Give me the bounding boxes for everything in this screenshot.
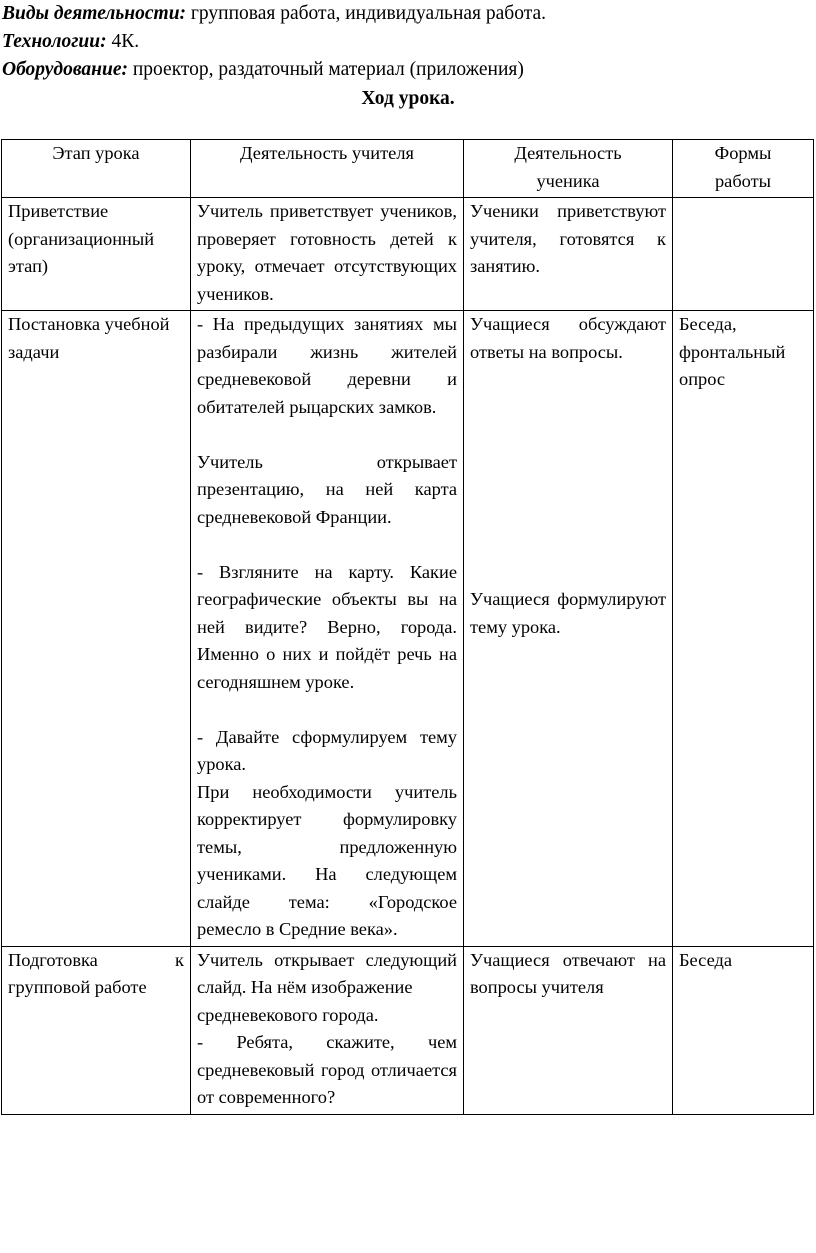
teacher-text: Учитель приветствует учеников, проверяет готовность детей к уроку, отмечает отсутствующих учеников. xyxy=(197,201,457,304)
activities-label: Виды деятельности: xyxy=(2,3,187,24)
table-row xyxy=(2,198,814,311)
stage-cell: Постановка учебной задачи xyxy=(2,311,191,947)
lesson-table xyxy=(1,139,814,1115)
forms-cell: Беседа, фронтальный опрос xyxy=(673,311,814,947)
teacher-text: Учитель открывает следующий слайд. На нём изображение xyxy=(197,949,457,997)
forms-cell xyxy=(673,198,814,311)
activities-line xyxy=(2,0,546,27)
student-text: Учащиеся обсуждают ответы на вопросы. xyxy=(470,314,666,362)
student-cell xyxy=(464,311,673,947)
table-row xyxy=(2,311,814,947)
student-cell xyxy=(464,946,673,1114)
lesson-title: Ход урока. xyxy=(361,88,455,109)
equipment-value: проектор, раздаточный материал (приложения) xyxy=(127,59,524,80)
teacher-text: - Ребята, скажите, чем средневековый город отличается от современного? xyxy=(197,1032,457,1107)
header-forms: Формы работы xyxy=(673,140,814,198)
technologies-label: Технологии: xyxy=(2,31,107,52)
teacher-cell xyxy=(191,311,464,947)
student-cell xyxy=(464,198,673,311)
teacher-text: - Взгляните на карту. Какие географические объекты вы на ней видите? Верно, города. Именно о них и пойдёт речь на сегодняшнем уроке. xyxy=(197,561,457,692)
teacher-cell xyxy=(191,946,464,1114)
header-student: Деятельность ученика xyxy=(464,140,673,198)
equipment-line xyxy=(2,56,524,83)
table-header-row xyxy=(2,140,814,198)
header-stage: Этап урока xyxy=(2,140,191,198)
teacher-text: Учитель открывает презентацию, на ней карта средневековой Франции. xyxy=(197,451,457,527)
forms-cell: Беседа xyxy=(673,946,814,1114)
teacher-cell xyxy=(191,198,464,311)
student-text: Учащиеся отвечают на вопросы учителя xyxy=(470,949,666,997)
teacher-text: средневекового города. xyxy=(197,1004,379,1025)
technologies-line xyxy=(2,28,139,55)
stage-cell: Подготовка к групповой работе xyxy=(2,946,191,1114)
teacher-text: При необходимости учитель корректирует формулировку темы, предложенную учениками. На следующем слайде тема: «Городское ремесло в Средние века». xyxy=(197,781,457,939)
technologies-value: 4К. xyxy=(106,31,140,52)
stage-cell: Приветствие (организационный этап) xyxy=(2,198,191,311)
table-row xyxy=(2,946,814,1114)
equipment-label: Оборудование: xyxy=(2,59,128,80)
student-text: Ученики приветствуют учителя, готовятся к занятию. xyxy=(470,201,666,276)
teacher-text: - На предыдущих занятиях мы разбирали жизнь жителей средневековой деревни и обитателей рыцарских замков. xyxy=(197,314,457,417)
teacher-text: - Давайте сформулируем тему урока. xyxy=(197,726,457,774)
header-teacher: Деятельность учителя xyxy=(191,140,464,198)
student-text: Учащиеся формулируют тему урока. xyxy=(470,589,666,637)
activities-value: групповая работа, индивидуальная работа. xyxy=(186,3,546,24)
